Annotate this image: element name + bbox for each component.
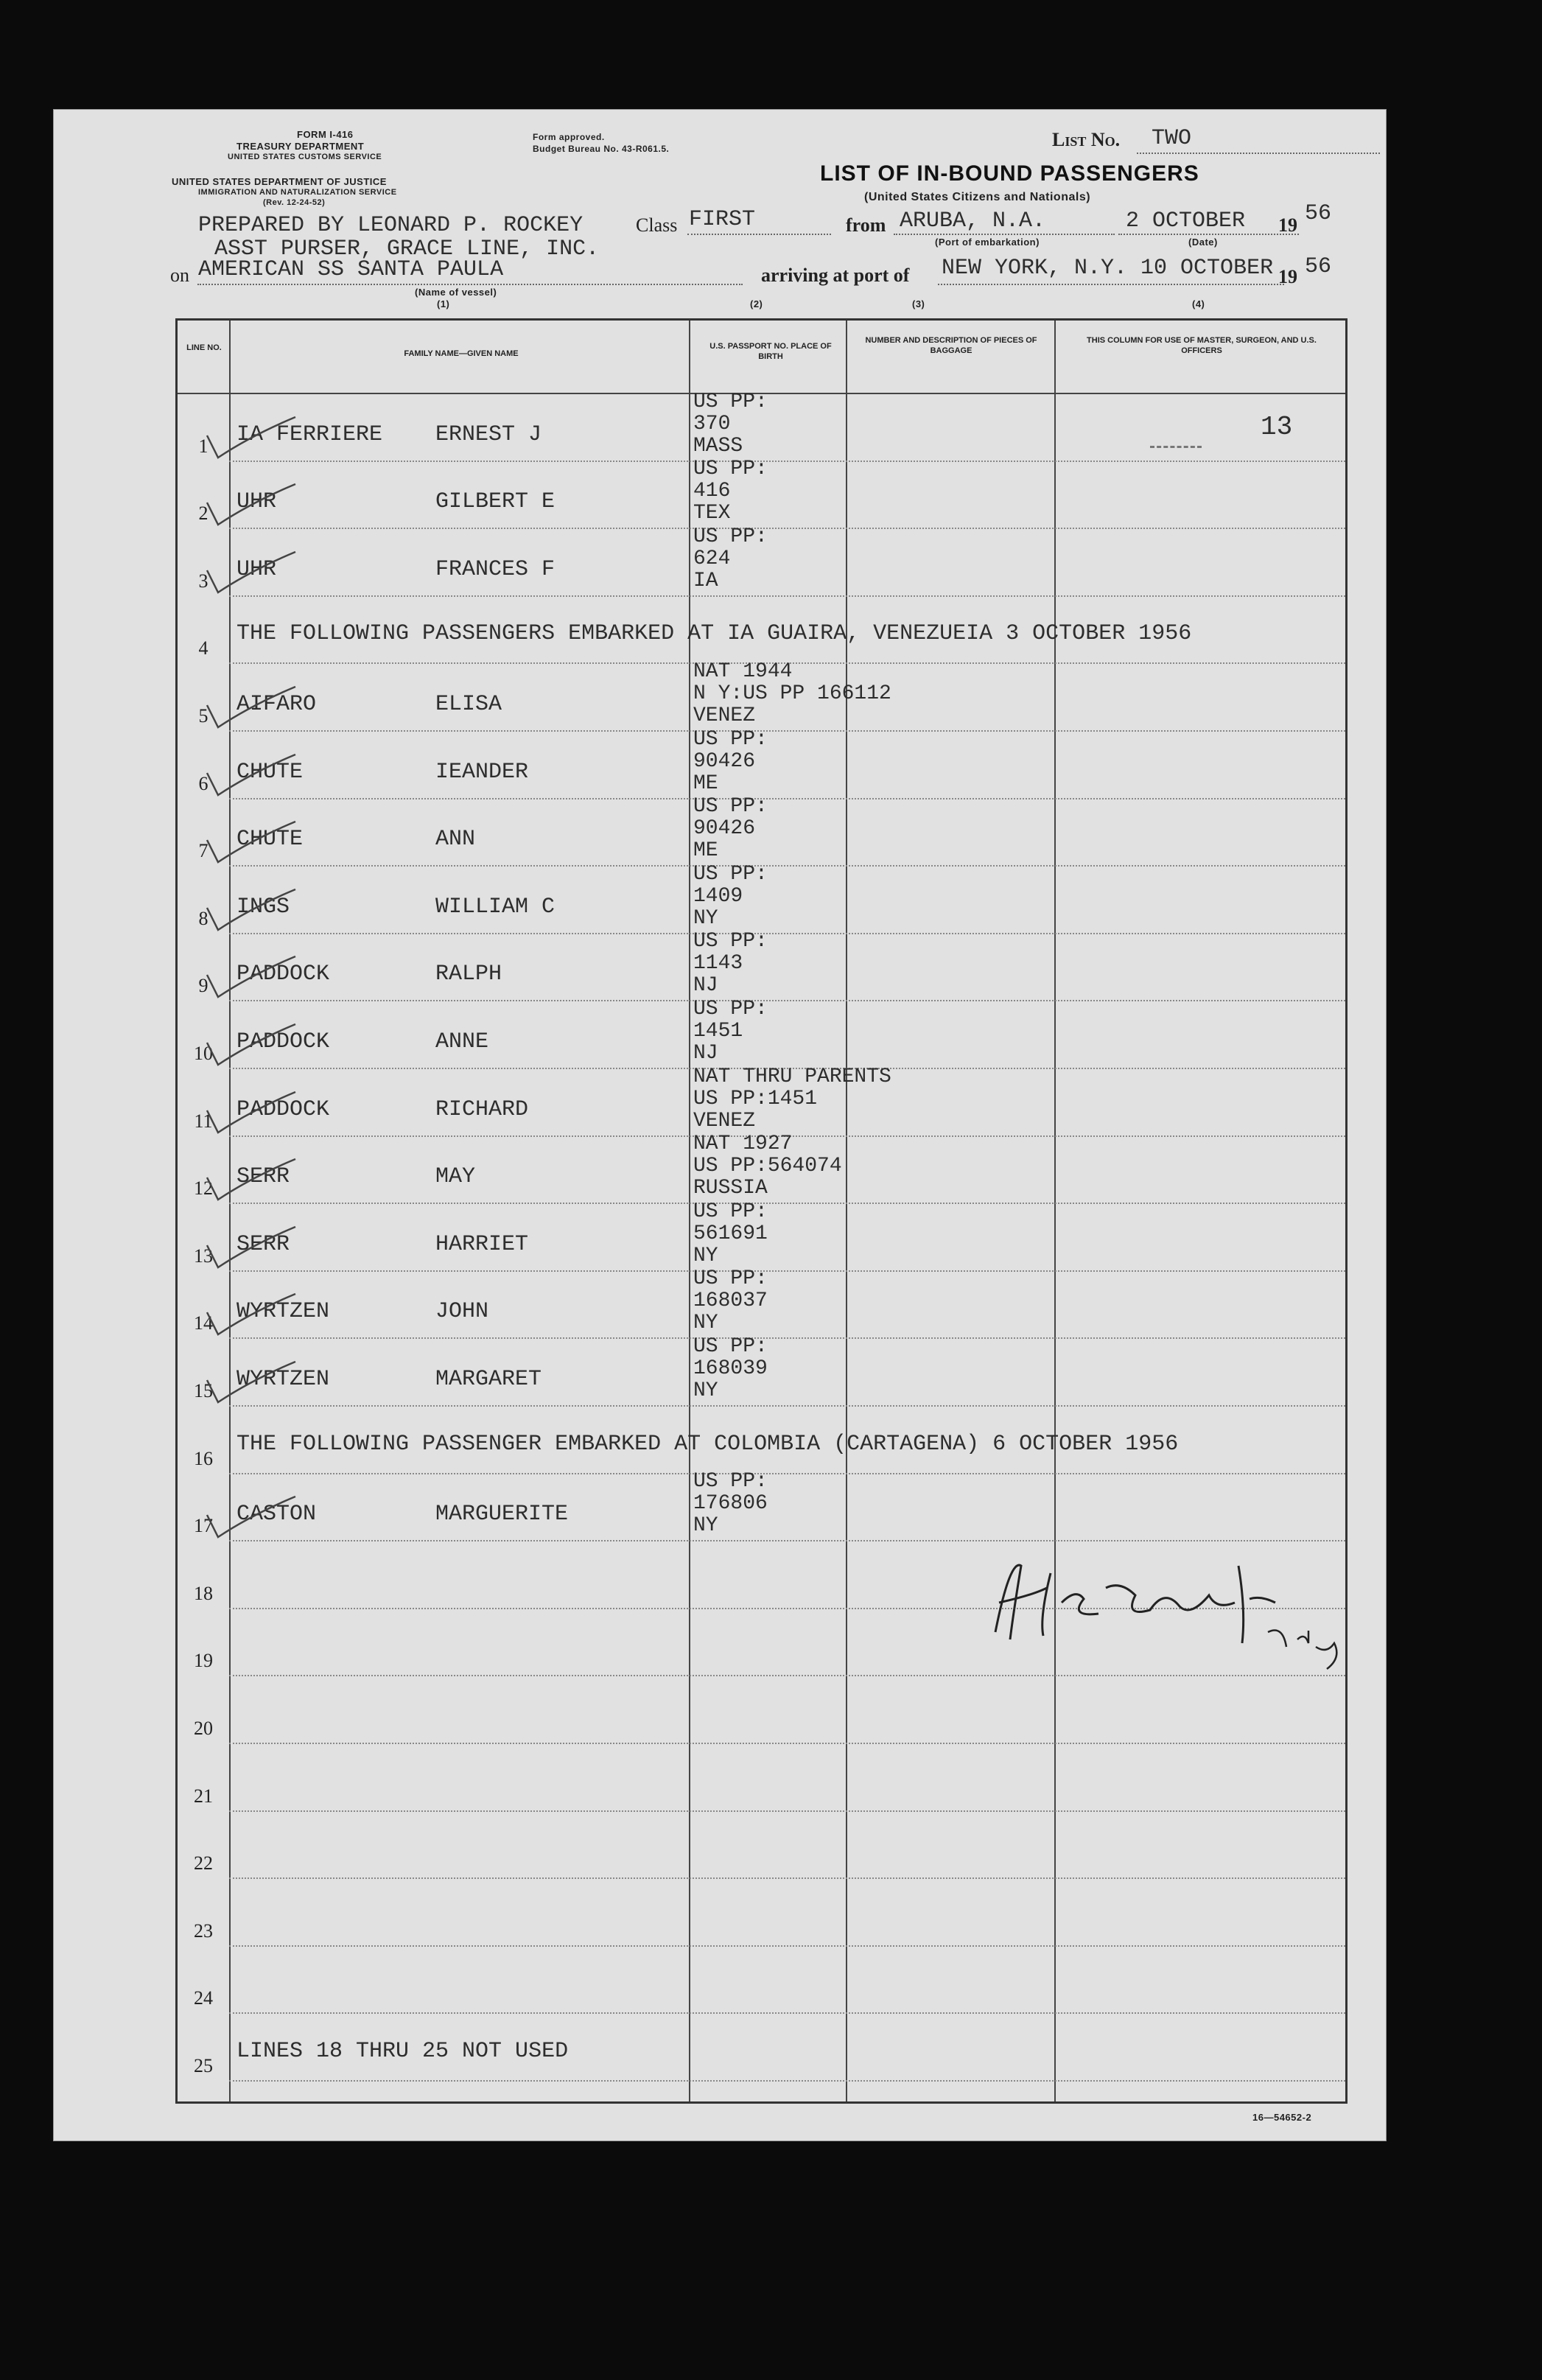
line-number: 11 [194, 1110, 213, 1132]
row-divider [229, 1203, 1345, 1204]
line-number: 8 [198, 907, 208, 929]
class-value: FIRST [689, 207, 756, 232]
passport-birthplace: US PP: 1451 NJ [693, 998, 768, 1065]
line-number: 4 [198, 637, 208, 659]
row-divider [229, 1473, 1345, 1474]
row-divider [229, 1743, 1345, 1744]
given-name: WILLIAM C [435, 894, 556, 920]
row-divider [229, 461, 1345, 462]
list-no-dots [1137, 153, 1380, 154]
doj: UNITED STATES DEPARTMENT OF JUSTICE [172, 176, 387, 187]
family-name: UHR [236, 556, 277, 582]
col-marker-3: (3) [912, 298, 925, 309]
check-mark [200, 413, 303, 465]
family-name: PADDOCK [236, 1029, 330, 1054]
check-mark [200, 1358, 303, 1410]
arrival-dots [938, 284, 1284, 285]
ins: IMMIGRATION AND NATURALIZATION SERVICE [198, 188, 397, 197]
row-divider [229, 933, 1345, 934]
from-label: from [846, 214, 886, 236]
line-number: 9 [198, 975, 208, 997]
line-number: 5 [198, 705, 208, 727]
line-number: 7 [198, 840, 208, 862]
family-name: AIFARO [236, 692, 317, 717]
given-name: JOHN [435, 1299, 489, 1325]
customs-service: UNITED STATES CUSTOMS SERVICE [228, 153, 382, 161]
given-name: MARGUERITE [435, 1502, 569, 1527]
row-divider [229, 1270, 1345, 1272]
family-name: SERR [236, 1231, 290, 1257]
line-number: 20 [194, 1718, 213, 1739]
vessel-dots [197, 284, 743, 285]
check-mark [200, 1223, 303, 1275]
passport-birthplace: US PP: 624 IA [693, 525, 768, 592]
from-dots [894, 234, 1115, 235]
line-number: 24 [194, 1987, 213, 2009]
budget-bureau: Budget Bureau No. 43-R061.5. [533, 144, 670, 154]
passport-birthplace: US PP: 90426 ME [693, 795, 768, 863]
footer-code: 16—54652-2 [1252, 2112, 1312, 2123]
prepared-by-title: ASST PURSER, GRACE LINE, INC. [214, 237, 600, 262]
row-divider [229, 730, 1345, 732]
check-mark [200, 480, 303, 532]
passport-birthplace: US PP: 90426 ME [693, 727, 768, 795]
row-divider [229, 528, 1345, 529]
row-divider [229, 1810, 1345, 1812]
year-prefix: 19 [1278, 214, 1297, 236]
row-note: LINES 18 THRU 25 NOT USED [236, 2039, 569, 2064]
col-divider-passport [846, 321, 847, 2101]
col-marker-4: (4) [1192, 298, 1205, 309]
given-name: ANNE [435, 1029, 489, 1054]
row-divider [229, 798, 1345, 799]
treasury-dept: TREASURY DEPARTMENT [236, 141, 365, 152]
hdr-officers: THIS COLUMN FOR USE OF MASTER, SURGEON, AND U.S. OFFICERS [1087, 336, 1317, 355]
line-number: 15 [194, 1380, 213, 1401]
line-number: 13 [194, 1245, 213, 1267]
officer-signature [981, 1544, 1349, 1676]
family-name: SERR [236, 1164, 290, 1190]
revision: (Rev. 12-24-52) [263, 198, 326, 207]
given-name: MAY [435, 1164, 476, 1190]
passport-birthplace: US PP: 1143 NJ [693, 930, 768, 998]
passport-birthplace: NAT THRU PARENTS US PP:1451 VENEZ [693, 1065, 891, 1133]
check-mark [200, 1155, 303, 1207]
line-number: 17 [194, 1515, 213, 1537]
family-name: WYRTZEN [236, 1367, 330, 1392]
passport-birthplace: US PP: 168037 NY [693, 1267, 768, 1335]
officer-count: 13 [1261, 412, 1293, 442]
row-note: THE FOLLOWING PASSENGER EMBARKED AT COLOMBIA (CARTAGENA) 6 OCTOBER 1956 [236, 1431, 1179, 1457]
passport-birthplace: US PP: 561691 NY [693, 1200, 768, 1267]
form-approved: Form approved. [533, 132, 605, 142]
line-number: 1 [198, 435, 208, 457]
line-number: 16 [194, 1447, 213, 1469]
vessel-name: AMERICAN SS SANTA PAULA [198, 257, 504, 282]
list-no-label: List No. [1052, 129, 1121, 150]
form-title: LIST OF IN-BOUND PASSENGERS [820, 161, 1199, 186]
row-divider [229, 1337, 1345, 1339]
line-number: 14 [194, 1312, 213, 1334]
line-number: 6 [198, 772, 208, 794]
col-divider-name [689, 321, 690, 2101]
col-divider-baggage [1054, 321, 1056, 2101]
row-divider [229, 595, 1345, 597]
hdr-line-no: LINE NO. [186, 343, 222, 352]
given-name: RICHARD [435, 1096, 529, 1122]
given-name: ELISA [435, 692, 502, 717]
family-name: PADDOCK [236, 962, 330, 987]
officer-dash-mark [1150, 446, 1202, 448]
line-number: 21 [194, 1785, 213, 1807]
arriving-label: arriving at port of [761, 265, 910, 286]
line-number: 2 [198, 503, 208, 525]
given-name: ANN [435, 827, 476, 853]
check-mark [200, 683, 303, 735]
check-mark [200, 548, 303, 600]
given-name: FRANCES F [435, 556, 556, 582]
hdr-baggage: NUMBER AND DESCRIPTION OF PIECES OF BAGGAGE [865, 336, 1037, 355]
family-name: WYRTZEN [236, 1299, 330, 1325]
family-name: PADDOCK [236, 1096, 330, 1122]
given-name: GILBERT E [435, 489, 556, 515]
hdr-passport: U.S. PASSPORT NO. PLACE OF BIRTH [709, 342, 832, 361]
line-number: 22 [194, 1852, 213, 1875]
row-divider [229, 2012, 1345, 2014]
form-subtitle: (United States Citizens and Nationals) [864, 191, 1091, 203]
check-mark [200, 751, 303, 802]
line-number: 10 [194, 1043, 213, 1064]
row-divider [229, 1000, 1345, 1001]
family-name: IA FERRIERE [236, 421, 383, 447]
line-number: 25 [194, 2055, 213, 2076]
vessel-label: (Name of vessel) [415, 287, 497, 298]
date-dots [1118, 234, 1299, 235]
port-label: (Port of embarkation) [935, 237, 1040, 248]
family-name: CASTON [236, 1502, 317, 1527]
passport-birthplace: US PP: 176806 NY [693, 1470, 768, 1538]
row-divider [229, 2080, 1345, 2082]
line-number: 18 [194, 1582, 213, 1604]
date-value: 2 OCTOBER [1126, 209, 1246, 234]
row-divider [229, 1877, 1345, 1879]
passport-birthplace: US PP: 370 MASS [693, 390, 768, 458]
form-number: FORM I-416 [297, 129, 354, 140]
list-no-value: TWO [1152, 126, 1192, 151]
given-name: ERNEST J [435, 421, 542, 447]
col-marker-1: (1) [437, 298, 450, 309]
check-mark [200, 1493, 303, 1544]
passport-birthplace: US PP: 416 TEX [693, 458, 768, 525]
line-number: 23 [194, 1919, 213, 1942]
line-number: 12 [194, 1177, 213, 1200]
check-mark [200, 1290, 303, 1342]
hdr-name: FAMILY NAME—GIVEN NAME [404, 349, 519, 358]
given-name: IEANDER [435, 759, 529, 785]
arrival-value: NEW YORK, N.Y. 10 OCTOBER [942, 256, 1274, 281]
family-name: CHUTE [236, 759, 304, 785]
prepared-by: PREPARED BY LEONARD P. ROCKEY [198, 213, 583, 238]
given-name: MARGARET [435, 1367, 542, 1392]
passport-birthplace: NAT 1944 N Y:US PP 166112 VENEZ [693, 660, 891, 727]
year-value: 56 [1305, 201, 1332, 226]
date-label: (Date) [1188, 237, 1218, 248]
family-name: CHUTE [236, 827, 304, 853]
from-value: ARUBA, N.A. [900, 209, 1046, 234]
col-marker-2: (2) [750, 298, 763, 309]
class-dots [687, 234, 831, 235]
family-name: INGS [236, 894, 290, 920]
given-name: RALPH [435, 962, 502, 987]
check-mark [200, 886, 303, 937]
check-mark [200, 953, 303, 1004]
check-mark [200, 818, 303, 869]
class-label: Class [636, 214, 678, 236]
line-number: 3 [198, 570, 208, 592]
row-note: THE FOLLOWING PASSENGERS EMBARKED AT IA GUAIRA, VENEZUEIA 3 OCTOBER 1956 [236, 621, 1192, 647]
row-divider [229, 1945, 1345, 1947]
arrival-year: 56 [1305, 254, 1332, 279]
arrival-year-prefix: 19 [1278, 266, 1297, 287]
check-mark [200, 1021, 303, 1072]
check-mark [200, 1088, 303, 1140]
given-name: HARRIET [435, 1231, 529, 1257]
family-name: UHR [236, 489, 277, 515]
row-divider [229, 1540, 1345, 1541]
line-number: 19 [194, 1650, 213, 1672]
on-label: on [170, 265, 189, 286]
row-divider [229, 865, 1345, 867]
passport-birthplace: US PP: 1409 NY [693, 862, 768, 930]
passenger-table [175, 318, 1348, 2104]
passport-birthplace: NAT 1927 US PP:564074 RUSSIA [693, 1133, 842, 1200]
row-divider [229, 1405, 1345, 1407]
passport-birthplace: US PP: 168039 NY [693, 1335, 768, 1402]
